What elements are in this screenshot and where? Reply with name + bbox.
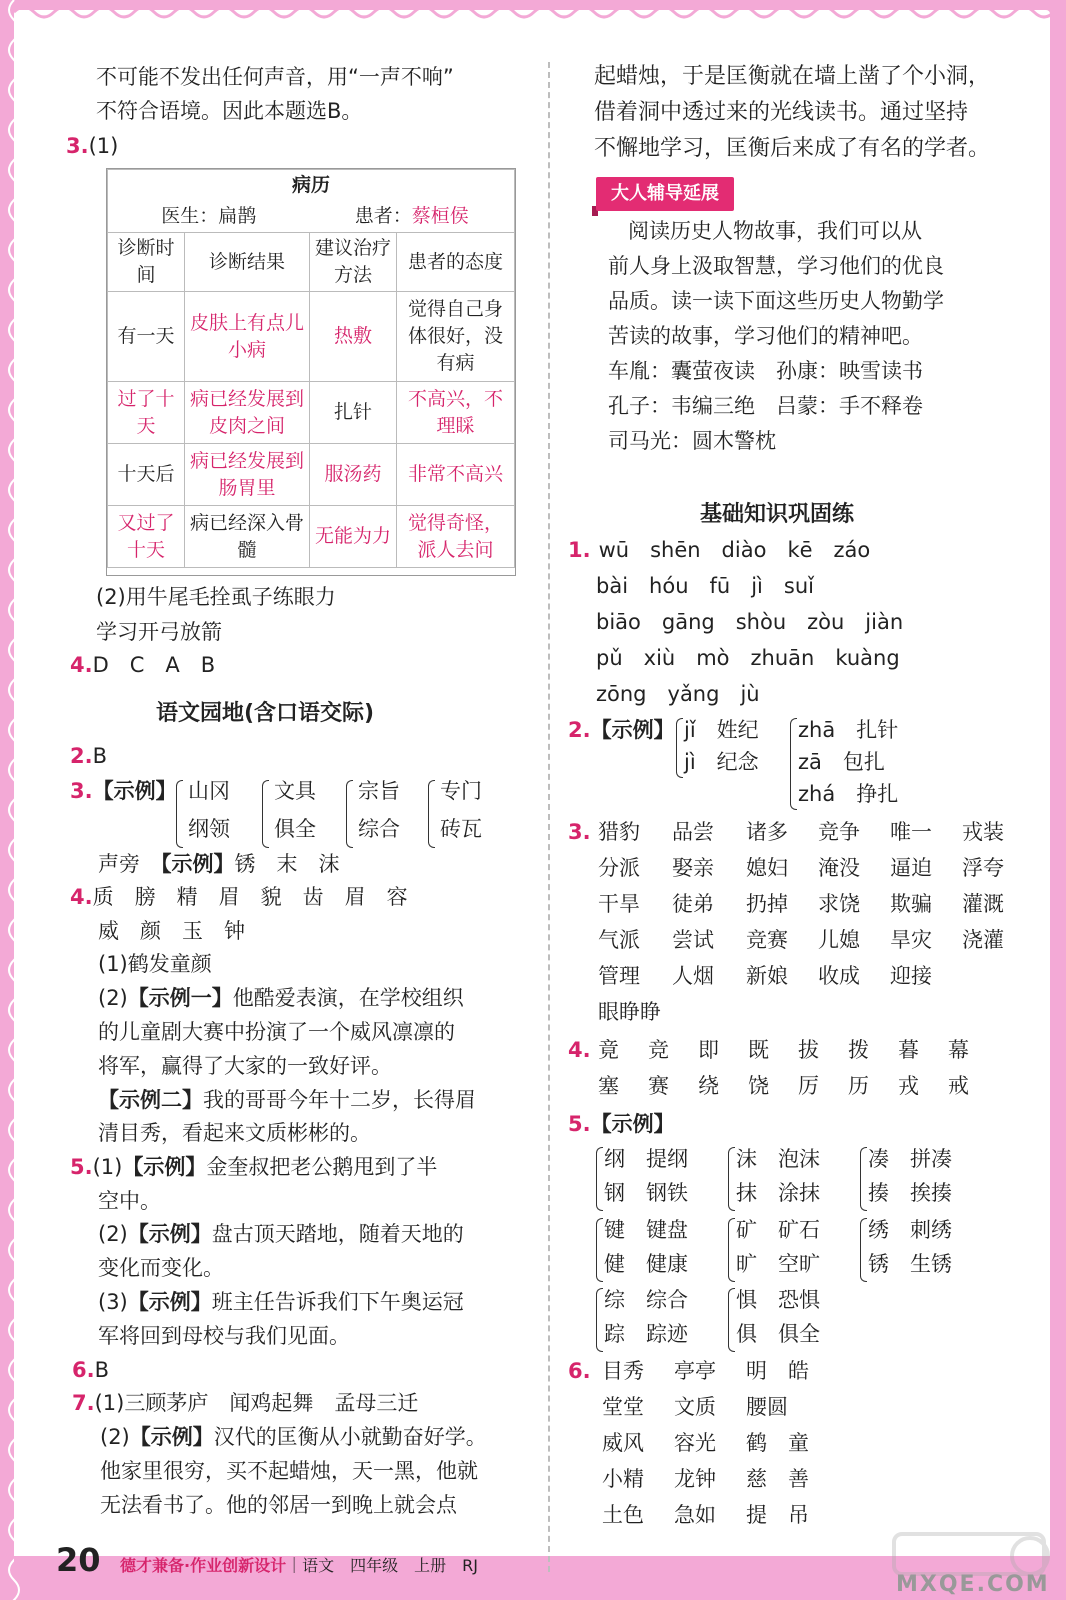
question-3 bbox=[66, 132, 118, 160]
word-cell: 急如 bbox=[674, 1503, 716, 1527]
text-line: 空中。 bbox=[98, 1189, 161, 1213]
word: 文具 bbox=[274, 779, 316, 803]
word-cell: 提 吊 bbox=[746, 1503, 809, 1527]
word-cell: 淹没 bbox=[818, 856, 860, 880]
brace bbox=[728, 1218, 735, 1282]
text-span: (2) bbox=[98, 986, 128, 1010]
answer-3-number bbox=[568, 818, 591, 846]
word-cell: 明 皓 bbox=[746, 1359, 809, 1383]
question-text: B bbox=[92, 744, 108, 768]
brace bbox=[676, 718, 683, 778]
word-pair: 钢 钢铁 bbox=[604, 1181, 688, 1205]
question-number: 1. bbox=[568, 538, 591, 562]
text-line: 车胤：囊萤夜读 孙康：映雪读书 bbox=[608, 359, 923, 383]
text-line: 清目秀，看起来文质彬彬的。 bbox=[98, 1121, 371, 1145]
word: 俱全 bbox=[274, 817, 316, 841]
text-line: 变化而变化。 bbox=[98, 1256, 224, 1280]
char-cell: 暮 bbox=[898, 1038, 919, 1062]
word-cell: 小精 bbox=[602, 1467, 644, 1491]
example-tag: 【示例】 bbox=[122, 1155, 207, 1179]
word-pair: 沫 泡沫 bbox=[736, 1147, 820, 1171]
char-cell: 拔 bbox=[798, 1038, 819, 1062]
word-pair: 纲 提纲 bbox=[604, 1147, 688, 1171]
table-cell: 无能为力 bbox=[310, 506, 397, 568]
question-text: (1)三顾茅庐 闻鸡起舞 孟母三迁 bbox=[94, 1391, 419, 1415]
text-line: (1)鹤发童颜 bbox=[98, 952, 212, 976]
answer-2 bbox=[568, 716, 675, 744]
pinyin-line: bài hóu fū jì suǐ bbox=[596, 574, 814, 598]
word-cell: 腰圆 bbox=[746, 1395, 788, 1419]
brace bbox=[728, 1147, 735, 1211]
char-cell: 拨 bbox=[848, 1038, 869, 1062]
word-cell: 求饶 bbox=[818, 892, 860, 916]
pinyin-line: zōng yǎng jù bbox=[596, 682, 760, 706]
question-number: 3. bbox=[66, 134, 89, 158]
text-span: 他酷爱表演，在学校组织 bbox=[232, 986, 464, 1010]
text-span: (1) bbox=[92, 1155, 123, 1179]
word-pair: 绣 刺绣 bbox=[868, 1218, 952, 1242]
brace bbox=[428, 780, 435, 848]
text-line bbox=[98, 1086, 476, 1114]
brace bbox=[596, 1147, 603, 1211]
char-cell: 饶 bbox=[748, 1074, 769, 1098]
word-cell: 管理 bbox=[598, 964, 640, 988]
question-number: 5. bbox=[70, 1155, 93, 1179]
question-number: 5. bbox=[568, 1112, 591, 1136]
char-cell: 历 bbox=[848, 1074, 869, 1098]
question-6 bbox=[72, 1356, 109, 1384]
table-title: 病历 bbox=[108, 170, 515, 202]
word-cell: 竞赛 bbox=[746, 928, 788, 952]
text-span: 锈 末 沫 bbox=[234, 852, 340, 876]
word-pair: 键 键盘 bbox=[604, 1218, 688, 1242]
answer-5 bbox=[568, 1110, 675, 1138]
table-cell: 服汤药 bbox=[310, 444, 397, 506]
column-divider bbox=[548, 62, 550, 1572]
word-cell: 收成 bbox=[818, 964, 860, 988]
question-number: 4. bbox=[70, 885, 93, 909]
word-cell: 文质 bbox=[674, 1395, 716, 1419]
text-line: 不可能不发出任何声音，用“一声不响” bbox=[96, 65, 454, 89]
text-line: 将军，赢得了大家的一致好评。 bbox=[98, 1054, 392, 1078]
text-span: 班主任告诉我们下午奥运冠 bbox=[211, 1290, 464, 1314]
word: jì 纪念 bbox=[684, 750, 759, 774]
char-cell: 赛 bbox=[648, 1074, 669, 1098]
word-cell: 儿媳 bbox=[818, 928, 860, 952]
table-header: 患者的态度 bbox=[397, 233, 515, 292]
word: zhā 扎针 bbox=[798, 718, 899, 742]
question-7 bbox=[72, 1389, 418, 1417]
word-pair: 综 综合 bbox=[604, 1288, 688, 1312]
question-5 bbox=[70, 1153, 437, 1181]
word-cell: 龙钟 bbox=[674, 1467, 716, 1491]
example-tag: 【示例】 bbox=[92, 779, 177, 803]
answer-4-number bbox=[568, 1036, 591, 1064]
char-cell: 既 bbox=[748, 1038, 769, 1062]
text-line: 孔子：韦编三绝 吕蒙：手不释卷 bbox=[608, 394, 923, 418]
text-line: 威 颜 玉 钟 bbox=[98, 919, 245, 943]
question-number: 4. bbox=[70, 653, 93, 677]
question-text: (1) bbox=[88, 134, 119, 158]
table-doctor: 医生：扁鹊 bbox=[108, 201, 310, 233]
word-cell: 品尝 bbox=[672, 820, 714, 844]
char-cell: 即 bbox=[698, 1038, 719, 1062]
table-cell: 扎针 bbox=[310, 382, 397, 444]
word-cell: 欺骗 bbox=[890, 892, 932, 916]
watermark-text: MXQE.COM bbox=[896, 1572, 1050, 1597]
word-pair: 矿 矿石 bbox=[736, 1218, 820, 1242]
word-pair: 惧 恐惧 bbox=[736, 1288, 820, 1312]
word-pair: 揍 挨揍 bbox=[868, 1181, 952, 1205]
pinyin-line: biāo gāng shòu zòu jiàn bbox=[596, 610, 904, 634]
table-cell: 病已经发展到皮肉之间 bbox=[185, 382, 310, 444]
text-line: 学习开弓放箭 bbox=[96, 620, 222, 644]
question-number: 3. bbox=[70, 779, 93, 803]
word-cell: 目秀 bbox=[602, 1359, 644, 1383]
question-number: 2. bbox=[70, 744, 93, 768]
word-cell: 亭亭 bbox=[674, 1359, 716, 1383]
text-span: 汉代的匡衡从小就勤奋好学。 bbox=[213, 1425, 487, 1449]
word-cell: 慈 善 bbox=[746, 1467, 809, 1491]
char-cell: 竞 bbox=[648, 1038, 669, 1062]
pinyin-line: wū shēn diào kē záo bbox=[598, 538, 871, 562]
word-cell: 旱灾 bbox=[890, 928, 932, 952]
footer-text bbox=[120, 1553, 478, 1576]
example-tag: 【示例】 bbox=[161, 852, 235, 876]
word: zhá 挣扎 bbox=[798, 782, 899, 806]
word-pair: 锈 生锈 bbox=[868, 1252, 952, 1276]
word-cell: 干旱 bbox=[598, 892, 640, 916]
example-tag: 【示例一】 bbox=[127, 986, 233, 1010]
page-number: 20 bbox=[56, 1541, 101, 1579]
text-span: 声旁 bbox=[98, 852, 161, 876]
word-cell: 威风 bbox=[602, 1431, 644, 1455]
word-cell: 灌溉 bbox=[962, 892, 1004, 916]
answer-6-number bbox=[568, 1357, 591, 1385]
word-cell: 尝试 bbox=[672, 928, 714, 952]
char-cell: 绕 bbox=[698, 1074, 719, 1098]
brace bbox=[790, 718, 797, 810]
char-cell: 竟 bbox=[598, 1038, 619, 1062]
word-pair: 踪 踪迹 bbox=[604, 1322, 688, 1346]
table-cell: 热敷 bbox=[310, 292, 397, 382]
char-cell: 塞 bbox=[598, 1074, 619, 1098]
brace bbox=[860, 1218, 867, 1282]
word-cell: 气派 bbox=[598, 928, 640, 952]
question-number: 6. bbox=[568, 1359, 591, 1383]
text-line: 无法看书了。他的邻居一到晚上就会点 bbox=[100, 1493, 457, 1517]
section-heading: 语文园地(含口语交际) bbox=[156, 701, 375, 726]
brace bbox=[860, 1147, 867, 1211]
text-line bbox=[98, 984, 464, 1012]
word-pair: 俱 俱全 bbox=[736, 1322, 820, 1346]
text-line: 的儿童剧大赛中扮演了一个威风凛凛的 bbox=[98, 1020, 455, 1044]
section-heading: 基础知识巩固练 bbox=[700, 502, 855, 527]
word-cell: 竞争 bbox=[818, 820, 860, 844]
patient-name: 蔡桓侯 bbox=[411, 205, 469, 227]
medical-record-table bbox=[106, 168, 516, 576]
question-number: 4. bbox=[568, 1038, 591, 1062]
example-tag: 【示例】 bbox=[129, 1425, 214, 1449]
text-line: 不懈地学习，匡衡后来成了有名的学者。 bbox=[594, 136, 991, 161]
pink-border-top bbox=[14, 0, 1050, 22]
brace bbox=[596, 1288, 603, 1352]
brace bbox=[346, 780, 353, 848]
table-cell: 过了十天 bbox=[108, 382, 185, 444]
word-cell: 猎豹 bbox=[598, 820, 640, 844]
table-cell: 又过了十天 bbox=[108, 506, 185, 568]
patient-label: 患者： bbox=[354, 205, 412, 227]
word: jǐ 姓纪 bbox=[684, 718, 759, 742]
word-cell: 分派 bbox=[598, 856, 640, 880]
brand-name: 德才兼备·作业创新设计 bbox=[120, 1556, 287, 1575]
example-tag: 【示例】 bbox=[127, 1290, 212, 1314]
question-text: B bbox=[94, 1358, 110, 1382]
table-cell: 病已经深入骨髓 bbox=[185, 506, 310, 568]
question-number: 3. bbox=[568, 820, 591, 844]
text-line bbox=[98, 1220, 464, 1248]
brace bbox=[176, 780, 183, 848]
table-cell: 觉得奇怪，派人去问 bbox=[397, 506, 515, 568]
word-pair: 旷 空旷 bbox=[736, 1252, 820, 1276]
text-span: (3) bbox=[98, 1290, 128, 1314]
table-cell: 病已经发展到肠胃里 bbox=[185, 444, 310, 506]
text-line bbox=[100, 1423, 487, 1451]
question-text: 金奎叔把老公鹅甩到了半 bbox=[206, 1155, 438, 1179]
word-cell: 人烟 bbox=[672, 964, 714, 988]
table-cell: 皮肤上有点儿小病 bbox=[185, 292, 310, 382]
word-cell: 新娘 bbox=[746, 964, 788, 988]
word-cell: 唯一 bbox=[890, 820, 932, 844]
char-cell: 戎 bbox=[898, 1074, 919, 1098]
text-line: 军将回到母校与我们见面。 bbox=[98, 1324, 350, 1348]
question-2 bbox=[70, 742, 107, 770]
question-text: 质 膀 精 眉 貌 齿 眉 容 bbox=[92, 885, 408, 909]
text-span: 我的哥哥今年十二岁，长得眉 bbox=[203, 1088, 476, 1112]
word-cell: 逼迫 bbox=[890, 856, 932, 880]
char-cell: 戒 bbox=[948, 1074, 969, 1098]
text-line: 借着洞中透过来的光线读书。通过坚持 bbox=[594, 100, 969, 125]
text-line: 阅读历史人物故事，我们可以从 bbox=[628, 219, 922, 243]
word-cell: 浮夸 bbox=[962, 856, 1004, 880]
word-cell: 徒弟 bbox=[672, 892, 714, 916]
table-cell: 十天后 bbox=[108, 444, 185, 506]
text-line: 苦读的故事，学习他们的精神吧。 bbox=[608, 324, 923, 348]
example-tag: 【示例二】 bbox=[98, 1088, 203, 1112]
word: 砖瓦 bbox=[440, 817, 482, 841]
brace bbox=[262, 780, 269, 848]
pinyin-line: pǔ xiù mò zhuān kuàng bbox=[596, 646, 900, 670]
text-span: (2) bbox=[100, 1425, 130, 1449]
text-line: 品质。读一读下面这些历史人物勤学 bbox=[608, 289, 944, 313]
text-line bbox=[98, 1288, 464, 1316]
table-cell: 非常不高兴 bbox=[397, 444, 515, 506]
word-pair: 凑 拼凑 bbox=[868, 1147, 952, 1171]
word-cell: 扔掉 bbox=[746, 892, 788, 916]
text-line bbox=[98, 850, 340, 878]
table-cell: 不高兴，不理睬 bbox=[397, 382, 515, 444]
table-patient bbox=[310, 201, 515, 233]
word: 山冈 bbox=[188, 779, 230, 803]
word-cell: 浇灌 bbox=[962, 928, 1004, 952]
word-cell: 戎装 bbox=[962, 820, 1004, 844]
question-number: 7. bbox=[72, 1391, 95, 1415]
text-line: 不符合语境。因此本题选B。 bbox=[96, 99, 363, 123]
word-cell: 迎接 bbox=[890, 964, 932, 988]
text-line: 他家里很穷，买不起蜡烛，天一黑，他就 bbox=[100, 1459, 478, 1483]
word-cell: 容光 bbox=[674, 1431, 716, 1455]
table-cell: 有一天 bbox=[108, 292, 185, 382]
brace bbox=[728, 1288, 735, 1352]
char-cell: 厉 bbox=[798, 1074, 819, 1098]
text-line: 前人身上汲取智慧，学习他们的优良 bbox=[608, 254, 944, 278]
text-span: 盘古顶天踏地，随着天地的 bbox=[211, 1222, 464, 1246]
word-cell: 鹤 童 bbox=[746, 1431, 809, 1455]
word: 专门 bbox=[440, 779, 482, 803]
question-number: 2. bbox=[568, 718, 591, 742]
text-line: 司马光：圆木警枕 bbox=[608, 429, 776, 453]
text-line: 起蜡烛，于是匡衡就在墙上凿了个小洞， bbox=[594, 64, 991, 89]
text-line: (2)用牛尾毛拴虱子练眼力 bbox=[96, 585, 336, 609]
word: 综合 bbox=[358, 817, 400, 841]
table-cell: 觉得自己身体很好，没有病 bbox=[397, 292, 515, 382]
brace bbox=[596, 1218, 603, 1282]
table-header: 诊断时间 bbox=[108, 233, 185, 292]
word-cell: 娶亲 bbox=[672, 856, 714, 880]
tutor-extension-badge: 大人辅导延展 bbox=[596, 177, 734, 211]
answer-1 bbox=[568, 536, 870, 564]
example-tag: 【示例】 bbox=[127, 1222, 212, 1246]
book-info: ｜语文 四年级 上册 RJ bbox=[286, 1556, 478, 1575]
char-cell: 幕 bbox=[948, 1038, 969, 1062]
word-cell: 诸多 bbox=[746, 820, 788, 844]
word: 宗旨 bbox=[358, 779, 400, 803]
word: 纲领 bbox=[188, 817, 230, 841]
word-pair: 抹 涂抹 bbox=[736, 1181, 820, 1205]
question-3-example bbox=[70, 777, 177, 805]
word-pair: 健 健康 bbox=[604, 1252, 688, 1276]
question-number: 6. bbox=[72, 1358, 95, 1382]
question-text: D C A B bbox=[92, 653, 216, 677]
text-span: (2) bbox=[98, 1222, 128, 1246]
word-cell: 眼睁睁 bbox=[598, 1000, 661, 1024]
example-tag: 【示例】 bbox=[590, 718, 675, 742]
word-cell: 媳妇 bbox=[746, 856, 788, 880]
word-cell: 土色 bbox=[602, 1503, 644, 1527]
table-header: 建议治疗方法 bbox=[310, 233, 397, 292]
word: zā 包扎 bbox=[798, 750, 885, 774]
question-4b bbox=[70, 883, 408, 911]
example-tag: 【示例】 bbox=[590, 1112, 675, 1136]
table-header: 诊断结果 bbox=[185, 233, 310, 292]
word-cell: 堂堂 bbox=[602, 1395, 644, 1419]
question-4 bbox=[70, 651, 215, 679]
